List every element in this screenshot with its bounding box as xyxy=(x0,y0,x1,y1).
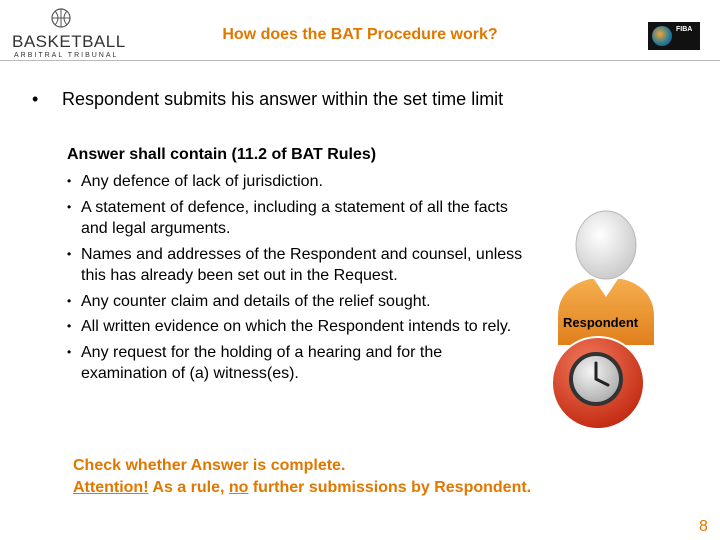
list-item-text: All written evidence on which the Respondent intends to rely. xyxy=(81,318,512,335)
list-item xyxy=(67,171,527,193)
check-note: Check whether Answer is complete. xyxy=(73,457,346,474)
attention-no: no xyxy=(228,479,249,496)
logo-wordmark: BASKETBALL xyxy=(12,32,126,51)
slide-title: How does the BAT Procedure work? xyxy=(222,26,498,43)
clock-icon xyxy=(550,335,646,431)
list-item-text: Any defence of lack of jurisdiction. xyxy=(81,173,323,190)
answer-requirements-list xyxy=(67,171,527,389)
list-item-text: Names and addresses of the Respondent and counsel, unless this has already been set out in the Request. xyxy=(81,245,523,284)
bullet-marker: • xyxy=(67,246,72,261)
answer-heading: Answer shall contain (11.2 of BAT Rules) xyxy=(67,146,377,163)
list-item xyxy=(67,197,527,240)
fiba-logo-text: FIBA xyxy=(676,26,693,33)
list-item-text: Any counter claim and details of the relief sought. xyxy=(81,292,431,310)
attention-text-end: further submissions by Respondent. xyxy=(248,479,532,496)
attention-note xyxy=(73,479,531,497)
bullet-marker: • xyxy=(67,344,72,359)
attention-label: Attention! xyxy=(73,479,149,496)
respondent-label: Respondent xyxy=(563,315,639,330)
fiba-logo xyxy=(648,22,700,50)
bullet-marker: • xyxy=(67,293,72,308)
list-item-text: Any request for the holding of a hearing and for the examination of (a) witness(es). xyxy=(81,343,443,382)
attention-text: As a rule, xyxy=(148,479,229,496)
list-item xyxy=(67,244,527,287)
list-item-text: A statement of defence, including a statement of all the facts and legal arguments. xyxy=(81,198,508,237)
list-item xyxy=(67,316,527,338)
bullet-marker: • xyxy=(67,199,72,214)
header-divider xyxy=(0,60,720,61)
list-item xyxy=(67,291,527,313)
bullet-marker: • xyxy=(67,319,72,333)
page-number: 8 xyxy=(699,518,708,535)
logo-subtitle: ARBITRAL TRIBUNAL xyxy=(14,52,119,59)
main-bullet-text: Respondent submits his answer within the set time limit xyxy=(62,89,504,109)
fiba-ball-icon xyxy=(652,26,672,46)
bullet-marker: • xyxy=(67,174,72,188)
list-item xyxy=(67,342,527,385)
bullet-marker: • xyxy=(32,89,39,109)
